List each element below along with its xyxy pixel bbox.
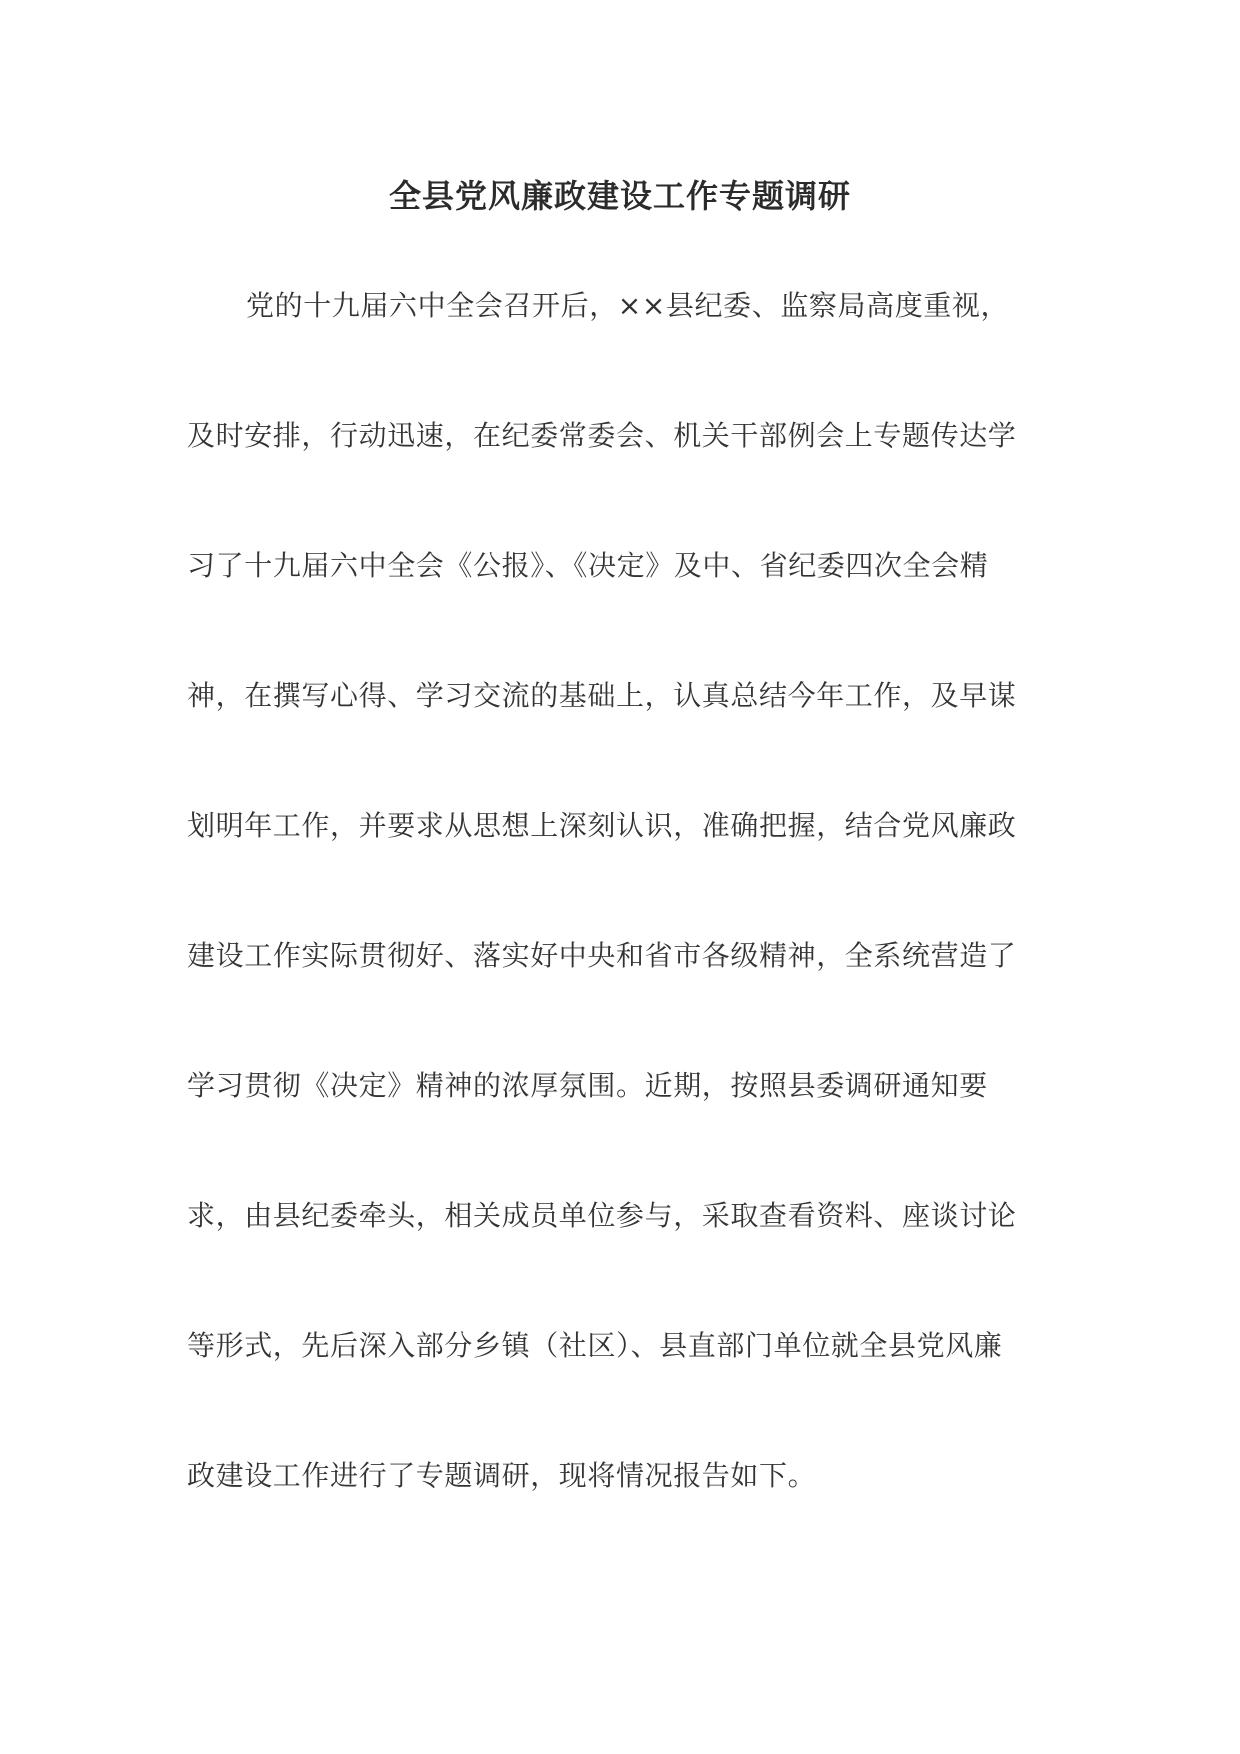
paragraph-line: 等形式，先后深入部分乡镇（社区）、县直部门单位就全县党风廉 (187, 1329, 1003, 1362)
paragraph-line: 求，由县纪委牵头，相关成员单位参与，采取查看资料、座谈讨论 (187, 1199, 1017, 1232)
paragraph-line: 学习贯彻《决定》精神的浓厚氛围。近期，按照县委调研通知要 (187, 1069, 988, 1102)
paragraph-line: 神，在撰写心得、学习交流的基础上，认真总结今年工作，及早谋 (187, 679, 1017, 712)
paragraph-line: 建设工作实际贯彻好、落实好中央和省市各级精神，全系统营造了 (187, 939, 1017, 972)
paragraph-line: 党的十九届六中全会召开后，××县纪委、监察局高度重视， (246, 289, 1010, 322)
paragraph-line: 及时安排，行动迅速，在纪委常委会、机关干部例会上专题传达学 (187, 419, 1017, 452)
document-title: 全县党风廉政建设工作专题调研 (388, 177, 851, 215)
paragraph-line: 政建设工作进行了专题调研，现将情况报告如下。 (187, 1459, 817, 1492)
paragraph-line: 划明年工作，并要求从思想上深刻认识，准确把握，结合党风廉政 (187, 809, 1017, 842)
paragraph-line: 习了十九届六中全会《公报》、《决定》及中、省纪委四次全会精 (187, 549, 989, 582)
